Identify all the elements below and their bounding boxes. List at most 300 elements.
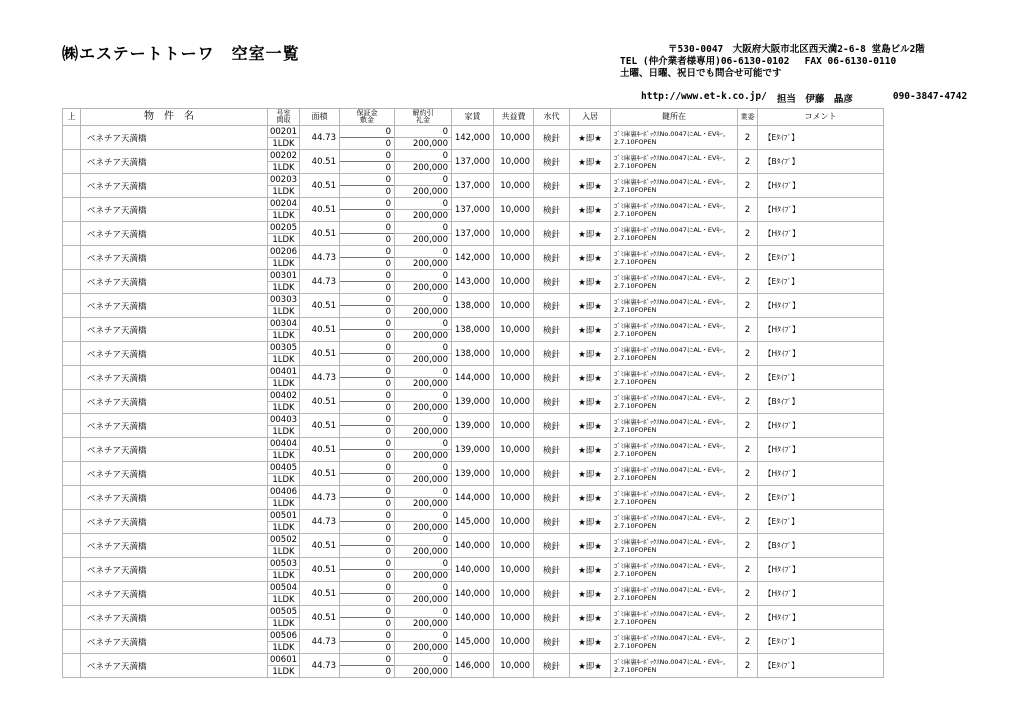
room-cell: [268, 438, 300, 462]
deposit-value: 0: [340, 126, 394, 138]
area-cell: 40.51: [300, 150, 340, 174]
comment-cell: 【Eﾀｲﾌﾟ】: [758, 510, 884, 534]
table-row[interactable]: [63, 270, 884, 294]
property-name: ベネチア天満橋: [81, 342, 268, 366]
reikin-value: 200,000: [412, 618, 448, 629]
key-location-cell: [611, 246, 738, 270]
key-location-cell: [611, 654, 738, 678]
property-name: ベネチア天満橋: [81, 558, 268, 582]
property-name: ベネチア天満橋: [81, 270, 268, 294]
key-location-cell: [611, 174, 738, 198]
table-row[interactable]: [63, 534, 884, 558]
room-number: 00501: [269, 510, 298, 521]
key-money-cell: [395, 534, 452, 558]
room-number: 00504: [269, 582, 298, 593]
up-cell: [63, 126, 81, 150]
shikikin-value: 0: [385, 402, 391, 413]
business-cell: 2: [738, 270, 758, 294]
room-cell: [268, 318, 300, 342]
cancel-value: 0: [395, 582, 451, 594]
key-location-line1: ｺﾞﾐ庫裏ｷｰﾎﾞｯｸｽNo.0047にAL・EVｷｰ。: [614, 345, 730, 354]
room-layout: 1LDK: [272, 306, 295, 317]
shikikin-value: 0: [385, 210, 391, 221]
deposit-cell: [340, 150, 395, 174]
reikin-value: 200,000: [412, 498, 448, 509]
key-location-cell: [611, 414, 738, 438]
water-cell: 検針: [534, 222, 570, 246]
room-layout: 1LDK: [272, 234, 295, 245]
room-layout: 1LDK: [272, 594, 295, 605]
cancel-value: 0: [395, 558, 451, 570]
key-location-line2: 2.7.10FOPEN: [614, 401, 657, 410]
room-number: 00405: [269, 462, 298, 473]
key-location-line1: ｺﾞﾐ庫裏ｷｰﾎﾞｯｸｽNo.0047にAL・EVｷｰ。: [614, 273, 730, 282]
reikin-value: 200,000: [412, 162, 448, 173]
reikin-value: 200,000: [412, 642, 448, 653]
table-row[interactable]: [63, 462, 884, 486]
cancel-value: 0: [395, 294, 451, 306]
col-rent: 家賃: [452, 109, 494, 126]
fee-cell: 10,000: [494, 246, 534, 270]
move-in-cell: ★即★: [570, 126, 611, 150]
room-layout: 1LDK: [272, 498, 295, 509]
shikikin-value: 0: [385, 282, 391, 293]
water-cell: 検針: [534, 438, 570, 462]
key-location-line1: ｺﾞﾐ庫裏ｷｰﾎﾞｯｸｽNo.0047にAL・EVｷｰ。: [614, 465, 730, 474]
deposit-value: 0: [340, 294, 394, 306]
rent-cell: 137,000: [452, 222, 494, 246]
table-row[interactable]: [63, 126, 884, 150]
shikikin-value: 0: [385, 642, 391, 653]
key-money-cell: [395, 582, 452, 606]
key-location-line2: 2.7.10FOPEN: [614, 641, 657, 650]
up-cell: [63, 342, 81, 366]
key-location-line2: 2.7.10FOPEN: [614, 209, 657, 218]
area-cell: 40.51: [300, 534, 340, 558]
table-row[interactable]: [63, 390, 884, 414]
comment-cell: 【Eﾀｲﾌﾟ】: [758, 126, 884, 150]
table-row[interactable]: [63, 438, 884, 462]
table-row[interactable]: [63, 558, 884, 582]
comment-cell: 【Bﾀｲﾌﾟ】: [758, 534, 884, 558]
table-row[interactable]: [63, 582, 884, 606]
comment-cell: 【Eﾀｲﾌﾟ】: [758, 654, 884, 678]
comment-cell: 【Hﾀｲﾌﾟ】: [758, 558, 884, 582]
key-location-line1: ｺﾞﾐ庫裏ｷｰﾎﾞｯｸｽNo.0047にAL・EVｷｰ。: [614, 489, 730, 498]
fee-cell: 10,000: [494, 294, 534, 318]
room-cell: [268, 486, 300, 510]
deposit-value: 0: [340, 150, 394, 162]
fee-cell: 10,000: [494, 606, 534, 630]
reikin-value: 200,000: [412, 426, 448, 437]
key-location-cell: [611, 342, 738, 366]
room-number: 00503: [269, 558, 298, 569]
page-title: ㈱エステートトーワ 空室一覧: [62, 44, 300, 63]
water-cell: 検針: [534, 198, 570, 222]
area-cell: 40.51: [300, 294, 340, 318]
area-cell: 40.51: [300, 462, 340, 486]
key-location-line1: ｺﾞﾐ庫裏ｷｰﾎﾞｯｸｽNo.0047にAL・EVｷｰ。: [614, 153, 730, 162]
move-in-cell: ★即★: [570, 390, 611, 414]
shikikin-value: 0: [385, 258, 391, 269]
cancel-value: 0: [395, 318, 451, 330]
room-cell: [268, 390, 300, 414]
up-cell: [63, 366, 81, 390]
rent-cell: 140,000: [452, 534, 494, 558]
key-location-line1: ｺﾞﾐ庫裏ｷｰﾎﾞｯｸｽNo.0047にAL・EVｷｰ。: [614, 201, 730, 210]
table-row[interactable]: [63, 150, 884, 174]
col-key-location: 鍵所在: [611, 109, 738, 126]
key-location-line1: ｺﾞﾐ庫裏ｷｰﾎﾞｯｸｽNo.0047にAL・EVｷｰ。: [614, 417, 730, 426]
key-location-cell: [611, 582, 738, 606]
deposit-value: 0: [340, 414, 394, 426]
key-money-cell: [395, 126, 452, 150]
property-name: ベネチア天満橋: [81, 126, 268, 150]
move-in-cell: ★即★: [570, 414, 611, 438]
deposit-cell: [340, 414, 395, 438]
col-up: 上: [63, 109, 81, 126]
water-cell: 検針: [534, 414, 570, 438]
room-layout: 1LDK: [272, 330, 295, 341]
deposit-value: 0: [340, 606, 394, 618]
room-number: 00502: [269, 534, 298, 545]
deposit-cell: [340, 438, 395, 462]
table-row[interactable]: [63, 366, 884, 390]
reikin-value: 200,000: [412, 210, 448, 221]
key-location-line1: ｺﾞﾐ庫裏ｷｰﾎﾞｯｸｽNo.0047にAL・EVｷｰ。: [614, 177, 730, 186]
key-location-cell: [611, 318, 738, 342]
fee-cell: 10,000: [494, 366, 534, 390]
water-cell: 検針: [534, 606, 570, 630]
area-cell: 40.51: [300, 606, 340, 630]
reikin-value: 200,000: [412, 402, 448, 413]
deposit-cell: [340, 198, 395, 222]
vacancy-table: [62, 108, 884, 678]
key-location-line1: ｺﾞﾐ庫裏ｷｰﾎﾞｯｸｽNo.0047にAL・EVｷｰ。: [614, 657, 730, 666]
business-cell: 2: [738, 198, 758, 222]
room-number: 00505: [269, 606, 298, 617]
contact-block: [620, 44, 970, 80]
col-deposit: 保証金 敷金: [340, 109, 395, 126]
key-location-line2: 2.7.10FOPEN: [614, 545, 657, 554]
water-cell: 検針: [534, 558, 570, 582]
reikin-value: 200,000: [412, 450, 448, 461]
room-cell: [268, 366, 300, 390]
up-cell: [63, 534, 81, 558]
reikin-value: 200,000: [412, 594, 448, 605]
key-location-cell: [611, 150, 738, 174]
deposit-cell: [340, 534, 395, 558]
property-name: ベネチア天満橋: [81, 294, 268, 318]
key-money-cell: [395, 198, 452, 222]
key-location-line2: 2.7.10FOPEN: [614, 377, 657, 386]
property-name: ベネチア天満橋: [81, 246, 268, 270]
shikikin-value: 0: [385, 450, 391, 461]
key-location-line2: 2.7.10FOPEN: [614, 329, 657, 338]
table-row[interactable]: [63, 654, 884, 678]
contact-phone: 090-3847-4742: [892, 91, 968, 102]
key-location-line2: 2.7.10FOPEN: [614, 281, 657, 290]
room-layout: 1LDK: [272, 210, 295, 221]
reikin-value: 200,000: [412, 666, 448, 677]
key-location-line2: 2.7.10FOPEN: [614, 449, 657, 458]
deposit-value: 0: [340, 222, 394, 234]
key-location-line2: 2.7.10FOPEN: [614, 305, 657, 314]
table-row[interactable]: [63, 606, 884, 630]
room-number: 00404: [269, 438, 298, 449]
key-location-line2: 2.7.10FOPEN: [614, 233, 657, 242]
room-cell: [268, 654, 300, 678]
rent-cell: 143,000: [452, 270, 494, 294]
fee-cell: 10,000: [494, 318, 534, 342]
room-layout: 1LDK: [272, 426, 295, 437]
rent-cell: 140,000: [452, 606, 494, 630]
business-cell: 2: [738, 558, 758, 582]
table-row[interactable]: [63, 294, 884, 318]
business-cell: 2: [738, 486, 758, 510]
key-location-line2: 2.7.10FOPEN: [614, 617, 657, 626]
comment-cell: 【Hﾀｲﾌﾟ】: [758, 606, 884, 630]
fee-cell: 10,000: [494, 150, 534, 174]
shikikin-value: 0: [385, 546, 391, 557]
up-cell: [63, 438, 81, 462]
deposit-cell: [340, 294, 395, 318]
room-layout: 1LDK: [272, 474, 295, 485]
table-row[interactable]: [63, 174, 884, 198]
shikikin-value: 0: [385, 498, 391, 509]
reikin-value: 200,000: [412, 330, 448, 341]
cancel-value: 0: [395, 342, 451, 354]
up-cell: [63, 558, 81, 582]
table-row[interactable]: [63, 246, 884, 270]
company-url[interactable]: http://www.et-k.co.jp/: [641, 91, 767, 102]
key-location-cell: [611, 270, 738, 294]
move-in-cell: ★即★: [570, 294, 611, 318]
key-money-cell: [395, 270, 452, 294]
comment-cell: 【Bﾀｲﾌﾟ】: [758, 150, 884, 174]
comment-cell: 【Hﾀｲﾌﾟ】: [758, 294, 884, 318]
area-cell: 40.51: [300, 438, 340, 462]
reikin-value: 200,000: [412, 258, 448, 269]
deposit-cell: [340, 630, 395, 654]
shikikin-value: 0: [385, 186, 391, 197]
key-location-line2: 2.7.10FOPEN: [614, 569, 657, 578]
rent-cell: 140,000: [452, 558, 494, 582]
water-cell: 検針: [534, 270, 570, 294]
deposit-cell: [340, 246, 395, 270]
business-cell: 2: [738, 222, 758, 246]
key-location-cell: [611, 390, 738, 414]
table-row[interactable]: [63, 318, 884, 342]
key-location-line2: 2.7.10FOPEN: [614, 161, 657, 170]
deposit-value: 0: [340, 342, 394, 354]
property-name: ベネチア天満橋: [81, 366, 268, 390]
shikikin-value: 0: [385, 426, 391, 437]
comment-cell: 【Eﾀｲﾌﾟ】: [758, 486, 884, 510]
area-cell: 44.73: [300, 654, 340, 678]
table-row[interactable]: [63, 198, 884, 222]
rent-cell: 145,000: [452, 510, 494, 534]
room-number: 00303: [269, 294, 298, 305]
property-name: ベネチア天満橋: [81, 198, 268, 222]
shikikin-value: 0: [385, 618, 391, 629]
key-location-line1: ｺﾞﾐ庫裏ｷｰﾎﾞｯｸｽNo.0047にAL・EVｷｰ。: [614, 537, 730, 546]
shikikin-value: 0: [385, 594, 391, 605]
area-cell: 40.51: [300, 390, 340, 414]
deposit-value: 0: [340, 270, 394, 282]
move-in-cell: ★即★: [570, 606, 611, 630]
room-layout: 1LDK: [272, 570, 295, 581]
comment-cell: 【Eﾀｲﾌﾟ】: [758, 246, 884, 270]
area-cell: 40.51: [300, 222, 340, 246]
room-cell: [268, 462, 300, 486]
reikin-value: 200,000: [412, 522, 448, 533]
key-money-cell: [395, 630, 452, 654]
move-in-cell: ★即★: [570, 534, 611, 558]
key-location-line2: 2.7.10FOPEN: [614, 497, 657, 506]
business-cell: 2: [738, 294, 758, 318]
key-money-cell: [395, 222, 452, 246]
cancel-value: 0: [395, 222, 451, 234]
rent-cell: 142,000: [452, 126, 494, 150]
up-cell: [63, 510, 81, 534]
property-name: ベネチア天満橋: [81, 462, 268, 486]
key-location-line2: 2.7.10FOPEN: [614, 593, 657, 602]
col-area: 面積: [300, 109, 340, 126]
up-cell: [63, 270, 81, 294]
business-cell: 2: [738, 630, 758, 654]
key-location-line1: ｺﾞﾐ庫裏ｷｰﾎﾞｯｸｽNo.0047にAL・EVｷｰ。: [614, 441, 730, 450]
key-location-line2: 2.7.10FOPEN: [614, 521, 657, 530]
room-layout: 1LDK: [272, 402, 295, 413]
room-layout: 1LDK: [272, 162, 295, 173]
property-name: ベネチア天満橋: [81, 534, 268, 558]
deposit-cell: [340, 654, 395, 678]
key-location-cell: [611, 438, 738, 462]
deposit-value: 0: [340, 486, 394, 498]
room-number: 00206: [269, 246, 298, 257]
room-cell: [268, 294, 300, 318]
room-number: 00406: [269, 486, 298, 497]
cancel-value: 0: [395, 438, 451, 450]
rent-cell: 139,000: [452, 414, 494, 438]
cancel-value: 0: [395, 654, 451, 666]
room-cell: [268, 246, 300, 270]
move-in-cell: ★即★: [570, 174, 611, 198]
rent-cell: 137,000: [452, 198, 494, 222]
key-location-line1: ｺﾞﾐ庫裏ｷｰﾎﾞｯｸｽNo.0047にAL・EVｷｰ。: [614, 585, 730, 594]
deposit-cell: [340, 366, 395, 390]
key-location-line1: ｺﾞﾐ庫裏ｷｰﾎﾞｯｸｽNo.0047にAL・EVｷｰ。: [614, 369, 730, 378]
up-cell: [63, 222, 81, 246]
deposit-cell: [340, 462, 395, 486]
room-number: 00401: [269, 366, 298, 377]
reikin-value: 200,000: [412, 234, 448, 245]
comment-cell: 【Hﾀｲﾌﾟ】: [758, 342, 884, 366]
up-cell: [63, 198, 81, 222]
col-room: 号室 間取: [268, 109, 300, 126]
room-number: 00506: [269, 630, 298, 641]
deposit-value: 0: [340, 462, 394, 474]
water-cell: 検針: [534, 342, 570, 366]
area-cell: 40.51: [300, 318, 340, 342]
water-cell: 検針: [534, 630, 570, 654]
business-cell: 2: [738, 150, 758, 174]
cancel-value: 0: [395, 246, 451, 258]
room-number: 00201: [269, 126, 298, 137]
comment-cell: 【Hﾀｲﾌﾟ】: [758, 462, 884, 486]
shikikin-value: 0: [385, 330, 391, 341]
area-cell: 44.73: [300, 270, 340, 294]
move-in-cell: ★即★: [570, 438, 611, 462]
fee-cell: 10,000: [494, 582, 534, 606]
room-number: 00301: [269, 270, 298, 281]
col-comment: コメント: [758, 109, 884, 126]
business-cell: 2: [738, 438, 758, 462]
contact-person: 担当 伊藤 晶彦: [776, 94, 853, 105]
key-location-cell: [611, 606, 738, 630]
room-cell: [268, 582, 300, 606]
deposit-value: 0: [340, 534, 394, 546]
shikikin-value: 0: [385, 138, 391, 149]
comment-cell: 【Hﾀｲﾌﾟ】: [758, 222, 884, 246]
deposit-cell: [340, 486, 395, 510]
key-location-line2: 2.7.10FOPEN: [614, 425, 657, 434]
table-row[interactable]: [63, 486, 884, 510]
area-cell: 44.73: [300, 366, 340, 390]
comment-cell: 【Eﾀｲﾌﾟ】: [758, 270, 884, 294]
reikin-value: 200,000: [412, 570, 448, 581]
key-location-line2: 2.7.10FOPEN: [614, 185, 657, 194]
water-cell: 検針: [534, 318, 570, 342]
move-in-cell: ★即★: [570, 342, 611, 366]
room-number: 00205: [269, 222, 298, 233]
shikikin-value: 0: [385, 306, 391, 317]
tel-fax: TEL (仲介業者様専用)06-6130-0102 FAX 06-6130-0110: [620, 56, 897, 67]
key-money-cell: [395, 654, 452, 678]
move-in-cell: ★即★: [570, 582, 611, 606]
rent-cell: 139,000: [452, 390, 494, 414]
shikikin-value: 0: [385, 234, 391, 245]
shikikin-value: 0: [385, 522, 391, 533]
table-row[interactable]: [63, 510, 884, 534]
fee-cell: 10,000: [494, 558, 534, 582]
water-cell: 検針: [534, 126, 570, 150]
room-number: 00203: [269, 174, 298, 185]
business-cell: 2: [738, 654, 758, 678]
rent-cell: 145,000: [452, 630, 494, 654]
table-row[interactable]: [63, 342, 884, 366]
business-cell: 2: [738, 606, 758, 630]
fee-cell: 10,000: [494, 222, 534, 246]
fee-cell: 10,000: [494, 342, 534, 366]
room-cell: [268, 126, 300, 150]
table-row[interactable]: [63, 414, 884, 438]
deposit-value: 0: [340, 582, 394, 594]
room-cell: [268, 606, 300, 630]
water-cell: 検針: [534, 294, 570, 318]
key-money-cell: [395, 174, 452, 198]
room-cell: [268, 630, 300, 654]
room-number: 00305: [269, 342, 298, 353]
cancel-value: 0: [395, 150, 451, 162]
table-row[interactable]: [63, 222, 884, 246]
room-cell: [268, 534, 300, 558]
property-name: ベネチア天満橋: [81, 438, 268, 462]
reikin-value: 200,000: [412, 354, 448, 365]
table-row[interactable]: [63, 630, 884, 654]
business-cell: 2: [738, 318, 758, 342]
